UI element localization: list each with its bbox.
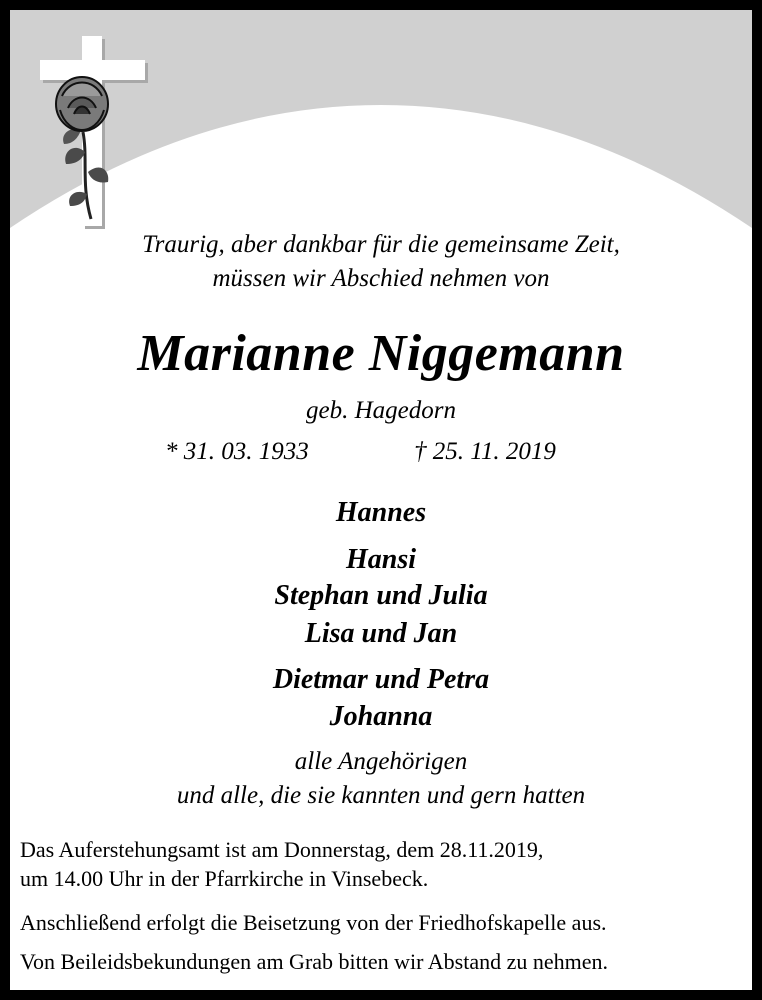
closing-line-2: und alle, die sie kannten und gern hatten [176, 782, 586, 809]
life-dates [10, 435, 752, 469]
service-notice [20, 835, 750, 893]
deceased-name: Marianne Niggemann [137, 325, 625, 382]
intro-line-2: müssen wir Abschied nehmen von [212, 265, 550, 292]
intro-text [10, 228, 752, 296]
maiden-name: geb. Hagedorn [306, 397, 456, 424]
mourner-name: Stephan und Julia [274, 580, 488, 611]
death-date: † 25. 11. 2019 [414, 438, 556, 465]
mourner-name: Dietmar und Petra [272, 664, 490, 695]
burial-notice: Anschließend erfolgt die Beisetzung von der Friedhofskapelle aus. [20, 910, 607, 935]
mourner-name: Johanna [329, 701, 433, 732]
mourner-name: Hannes [335, 497, 427, 528]
condolence-notice: Von Beileidsbekundungen am Grab bitten wir Abstand zu nehmen. [20, 949, 608, 974]
mourner-name: Lisa und Jan [304, 618, 458, 649]
notice-line-1: Das Auferstehungsamt ist am Donnerstag, dem 28.11.2019, [20, 837, 544, 862]
cross-rose-icon [38, 34, 148, 230]
mourner-name: Hansi [345, 544, 417, 575]
intro-line-1: Traurig, aber dankbar für die gemeinsame Zeit, [142, 231, 620, 258]
closing-line-1: alle Angehörigen [294, 748, 468, 775]
notice-line-2: um 14.00 Uhr in der Pfarrkirche in Vinsebeck. [20, 866, 429, 891]
birth-date: * 31. 03. 1933 [165, 438, 309, 465]
closing-text [10, 745, 752, 813]
